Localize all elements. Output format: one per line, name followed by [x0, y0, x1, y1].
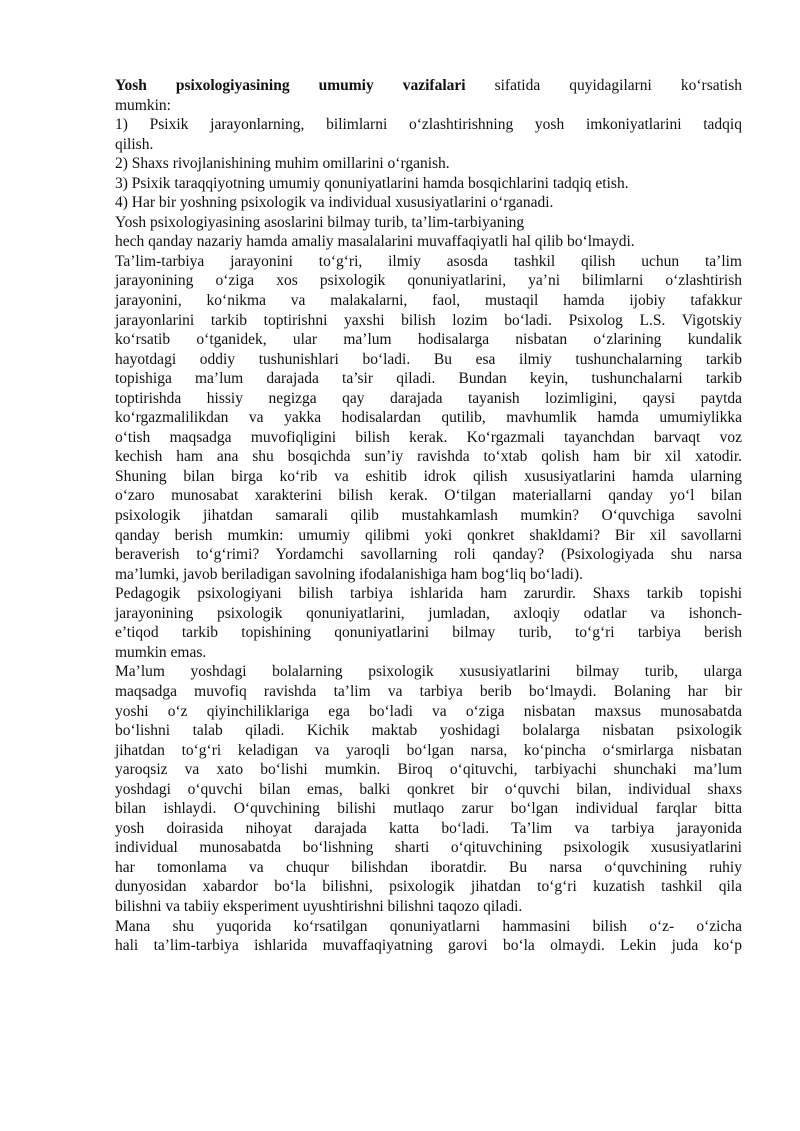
line-text: dunyosidan xabardor bo‘la bilishni, psixologik jihatdan to‘g‘ri kuzatish tashkil qila — [115, 878, 742, 896]
line-text: ko‘rsatib o‘tganidek, ular ma’lum hodisalarga nisbatan o‘zlarining kundalik — [115, 331, 742, 349]
text-line — [115, 369, 742, 389]
text-line — [115, 721, 742, 741]
text-line — [115, 135, 742, 155]
line-text: bilishni va tabiiy eksperiment uyushtirishni bilishni taqozo qiladi. — [115, 897, 523, 915]
text-line — [115, 702, 742, 722]
text-line — [115, 252, 742, 272]
text-line — [115, 467, 742, 487]
line-text: hech qanday nazariy hamda amaliy masalalarini muvaffaqiyatli hal qilib bo‘lmaydi. — [115, 233, 635, 251]
text-line — [115, 291, 742, 311]
text-line — [115, 760, 742, 780]
text-line — [115, 662, 742, 682]
line-text: Ta’lim-tarbiya jarayonini to‘g‘ri, ilmiy asosda tashkil qilish uchun ta’lim — [115, 252, 742, 270]
text-line — [115, 389, 742, 409]
text-line — [115, 819, 742, 839]
line-text: toptirishda hissiy negizga qay darajada tayanish lozimligini, qaysi paytda — [115, 389, 742, 407]
line-text: yoshdagi o‘quvchi bilan emas, balki qonkret bir o‘quvchi bilan, individual shaxs — [115, 780, 742, 798]
line-text: jarayonini, ko‘nikma va malakalarni, faol, mustaqil hamda ijobiy tafakkur — [115, 292, 742, 310]
line-text: har tomonlama va chuqur bilishdan iboratdir. Bu narsa o‘quvchining ruhiy — [115, 858, 742, 876]
line-text: bilan ishlaydi. O‘quvchining bilishi mutlaqo zarur bo‘lgan individual farqlar bitta — [115, 800, 742, 818]
text-line — [115, 584, 742, 604]
line-text: topishiga ma’lum darajada ta’sir qiladi. Bundan keyin, tushunchalarni tarkib — [115, 370, 742, 388]
line-text: jarayonining psixologik qonuniyatlarini, jumladan, axloqiy odatlar va ishonch- — [115, 604, 742, 622]
text-line — [115, 799, 742, 819]
text-line — [115, 741, 742, 761]
line-text: 3) Psixik taraqqiyotning umumiy qonuniyatlarini hamda bosqichlarini tadqiq etish. — [115, 174, 629, 192]
line-text: Mana shu yuqorida ko‘rsatilgan qonuniyatlarni hammasini bilish o‘z- o‘zicha — [115, 917, 742, 935]
text-line — [115, 838, 742, 858]
line-text: o‘tish maqsadga muvofiqligini bilish kerak. Ko‘rgazmali tayanchdan barvaqt voz — [115, 428, 742, 446]
line-text: ma’lumki, javob beriladigan savolning ifodalanishiga ham bog‘liq bo‘ladi). — [115, 565, 583, 583]
text-line — [115, 213, 742, 233]
text-line — [115, 526, 742, 546]
document-page — [115, 76, 742, 956]
line-text: Shuning bilan birga ko‘rib va eshitib idrok qilish xususiyatlarini hamda ularning — [115, 467, 742, 485]
text-line — [115, 154, 742, 174]
line-text: o‘zaro munosabat xarakterini bilish kerak. O‘tilgan materiallarni qanday yo‘l bilan — [115, 487, 742, 505]
text-line — [115, 604, 742, 624]
text-line — [115, 506, 742, 526]
text-line — [115, 311, 742, 331]
line-text: 1) Psixik jarayonlarning, bilimlarni o‘zlashtirishning yosh imkoniyatlarini tadqiq — [115, 116, 742, 134]
text-line — [115, 643, 742, 663]
text-line — [115, 545, 742, 565]
text-line — [115, 858, 742, 878]
text-line — [115, 271, 742, 291]
line-text: 4) Har bir yoshning psixologik va individual xususiyatlarini o‘rganadi. — [115, 194, 554, 212]
text-line — [115, 877, 742, 897]
line-text: yaroqsiz va xato bo‘lishi mumkin. Biroq o‘qituvchi, tarbiyachi shunchaki ma’lum — [115, 761, 742, 779]
text-line — [115, 897, 742, 917]
text-line — [115, 447, 742, 467]
line-text: ko‘rgazmalilikdan va yakka hodisalardan qutilib, mavhumlik hamda umumiylikka — [115, 409, 742, 427]
text-line — [115, 565, 742, 585]
line-text: hali ta’lim-tarbiya ishlarida muvaffaqiyatning garovi bo‘la olmaydi. Lekin juda ko‘p — [115, 937, 742, 955]
line-text: qilish. — [115, 135, 154, 153]
text-line — [115, 486, 742, 506]
line-text: yoshi o‘z qiyinchiliklariga ega bo‘ladi va o‘ziga nisbatan maxsus munosabatda — [115, 702, 742, 720]
text-line — [115, 115, 742, 135]
text-line — [115, 193, 742, 213]
line-text: individual munosabatda bo‘lishning sharti o‘qituvchining psixologik xususiyatlarini — [115, 839, 742, 857]
text-line — [115, 428, 742, 448]
text-line — [115, 330, 742, 350]
line-text: jarayonining o‘ziga xos psixologik qonuniyatlarini, ya’ni bilimlarni o‘zlashtirish — [115, 272, 742, 290]
text-line — [115, 96, 742, 116]
line-text: hayotdagi oddiy tushunishlari bo‘ladi. Bu esa ilmiy tushunchalarning tarkib — [115, 350, 742, 368]
text-line — [115, 408, 742, 428]
line-text: jihatdan to‘g‘ri keladigan va yaroqli bo‘lgan narsa, ko‘pincha o‘smirlarga nisbatan — [115, 741, 742, 759]
line-text: mumkin: — [115, 96, 171, 114]
text-line — [115, 174, 742, 194]
line-text: jarayonlarini tarkib toptirishni yaxshi bilish lozim bo‘ladi. Psixolog L.S. Vigotskiy — [115, 311, 742, 329]
line-text: psixologik jihatdan samarali qilib mustahkamlash mumkin? O‘quvchiga savolni — [115, 507, 742, 525]
line-text: yosh doirasida nihoyat darajada katta bo‘ladi. Ta’lim va tarbiya jarayonida — [115, 819, 742, 837]
text-line — [115, 682, 742, 702]
text-line — [115, 780, 742, 800]
line-text: beraverish to‘g‘rimi? Yordamchi savollarning roli qanday? (Psixologiyada shu narsa — [115, 546, 742, 564]
text-line — [115, 917, 742, 937]
line-text: kechish ham ana shu bosqichda sun’iy ravishda to‘xtab qolish ham bir xil xatodir. — [115, 448, 742, 466]
text-line — [115, 623, 742, 643]
line-text: sifatida quyidagilarni ko‘rsatish — [465, 77, 742, 94]
line-text: Ma’lum yoshdagi bolalarning psixologik xususiyatlarini bilmay turib, ularga — [115, 663, 742, 681]
text-line — [115, 76, 742, 96]
text-line — [115, 350, 742, 370]
line-text: 2) Shaxs rivojlanishining muhim omillarini o‘rganish. — [115, 155, 450, 173]
line-text: e’tiqod tarkib topishining qonuniyatlarini bilmay turib, to‘g‘ri tarbiya berish — [115, 624, 742, 642]
line-text: bo‘lishni talab qiladi. Kichik maktab yoshidagi bolalarga nisbatan psixologik — [115, 722, 742, 740]
line-text: Yosh psixologiyasining asoslarini bilmay turib, ta’lim-tarbiyaning — [115, 213, 525, 231]
text-line — [115, 936, 742, 956]
line-text: qanday berish mumkin: umumiy qilibmi yoki qonkret shakldami? Bir xil savollarni — [115, 526, 742, 544]
line-text: Pedagogik psixologiyani bilish tarbiya ishlarida ham zarurdir. Shaxs tarkib topishi — [115, 585, 742, 603]
line-text: maqsadga muvofiq ravishda ta’lim va tarbiya berib bo‘lmaydi. Bolaning har bir — [115, 682, 742, 700]
bold-heading-text: Yosh psixologiyasining umumiy vazifalari — [115, 77, 466, 94]
text-line — [115, 232, 742, 252]
line-text: mumkin emas. — [115, 643, 207, 661]
